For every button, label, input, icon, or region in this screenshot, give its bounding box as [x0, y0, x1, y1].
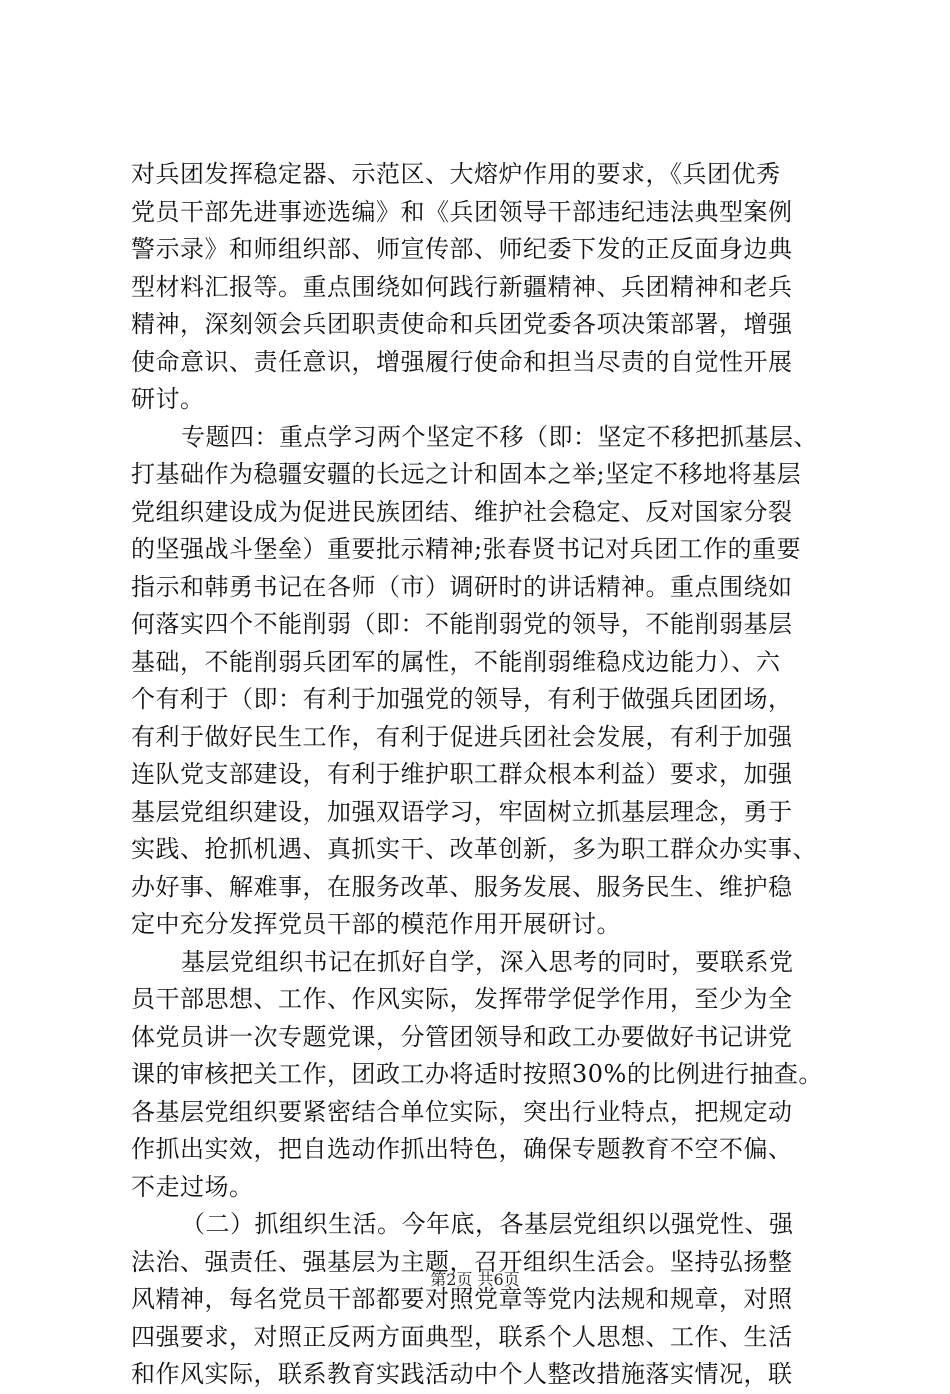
text-line: 风精神，每名党员干部都要对照党章等党内法规和规章，对照 [131, 1285, 793, 1313]
page-footer: 第2页 共6页 [430, 1270, 520, 1289]
text-line: 警示录》和师组织部、师宣传部、师纪委下发的正反面身边典 [131, 235, 793, 263]
text-line: 指示和韩勇书记在各师（市）调研时的讲话精神。重点围绕如 [131, 572, 793, 601]
text-line: 四强要求，对照正反两方面典型，联系个人思想、工作、生活 [131, 1322, 793, 1351]
text-line: 打基础作为稳疆安疆的长远之计和固本之举;坚定不移地将基层 [131, 460, 802, 488]
text-line: 的坚强战斗堡垒）重要批示精神;张春贤书记对兵团工作的重要 [131, 535, 802, 563]
text-line-paragraph-start: （二）抓组织生活。今年底，各基层党组织以强党性、强 [181, 1210, 794, 1238]
text-line-paragraph-start: 基层党组织书记在抓好自学，深入思考的同时，要联系党 [181, 947, 794, 976]
text-line: 个有利于（即：有利于加强党的领导，有利于做强兵团团场， [131, 685, 793, 713]
text-line: 员干部思想、工作、作风实际，发挥带学促学作用，至少为全 [131, 985, 793, 1013]
text-line: 和作风实际，联系教育实践活动中个人整改措施落实情况，联 [131, 1360, 793, 1388]
text-line: 各基层党组织要紧密结合单位实际，突出行业特点，把规定动 [131, 1097, 793, 1126]
text-line: 党组织建设成为促进民族团结、维护社会稳定、反对国家分裂 [131, 497, 793, 526]
text-line: 定中充分发挥党员干部的模范作用开展研讨。 [131, 910, 621, 938]
text-line: 作抓出实效，把自选动作抓出特色，确保专题教育不空不偏、 [131, 1135, 793, 1163]
text-line-paragraph-start: 专题四：重点学习两个坚定不移（即：坚定不移把抓基层、 [181, 422, 818, 451]
text-line: 对兵团发挥稳定器、示范区、大熔炉作用的要求，《兵团优秀 [131, 160, 781, 188]
text-line: 课的审核把关工作，团政工办将适时按照30%的比例进行抽查。 [131, 1060, 823, 1088]
text-line: 基层党组织建设，加强双语学习，牢固树立抓基层理念，勇于 [131, 797, 793, 826]
text-line: 连队党支部建设，有利于维护职工群众根本利益）要求，加强 [131, 760, 793, 788]
text-line: 研讨。 [131, 385, 205, 413]
text-line: 精神，深刻领会兵团职责使命和兵团党委各项决策部署，增强 [131, 310, 793, 338]
body-text [131, 156, 833, 1394]
text-line: 基础，不能削弱兵团军的属性，不能削弱维稳戍边能力）、六 [131, 647, 781, 676]
text-line: 使命意识、责任意识，增强履行使命和担当尽责的自觉性开展 [131, 347, 793, 376]
text-line: 有利于做好民生工作，有利于促进兵团社会发展，有利于加强 [131, 722, 793, 751]
text-line: 不走过场。 [131, 1172, 254, 1201]
text-line: 体党员讲一次专题党课，分管团领导和政工办要做好书记讲党 [131, 1022, 793, 1051]
text-line: 型材料汇报等。重点围绕如何践行新疆精神、兵团精神和老兵 [131, 272, 793, 301]
text-line: 法治、强责任、强基层为主题，召开组织生活会。坚持弘扬整 [131, 1247, 793, 1276]
text-line: 办好事、解难事，在服务改革、服务发展、服务民生、维护稳 [131, 872, 793, 901]
text-line: 实践、抢抓机遇、真抓实干、改革创新，多为职工群众办实事、 [131, 835, 817, 863]
text-line: 何落实四个不能削弱（即：不能削弱党的领导，不能削弱基层 [131, 610, 793, 638]
text-line: 党员干部先进事迹选编》和《兵团领导干部违纪违法典型案例 [131, 197, 793, 226]
